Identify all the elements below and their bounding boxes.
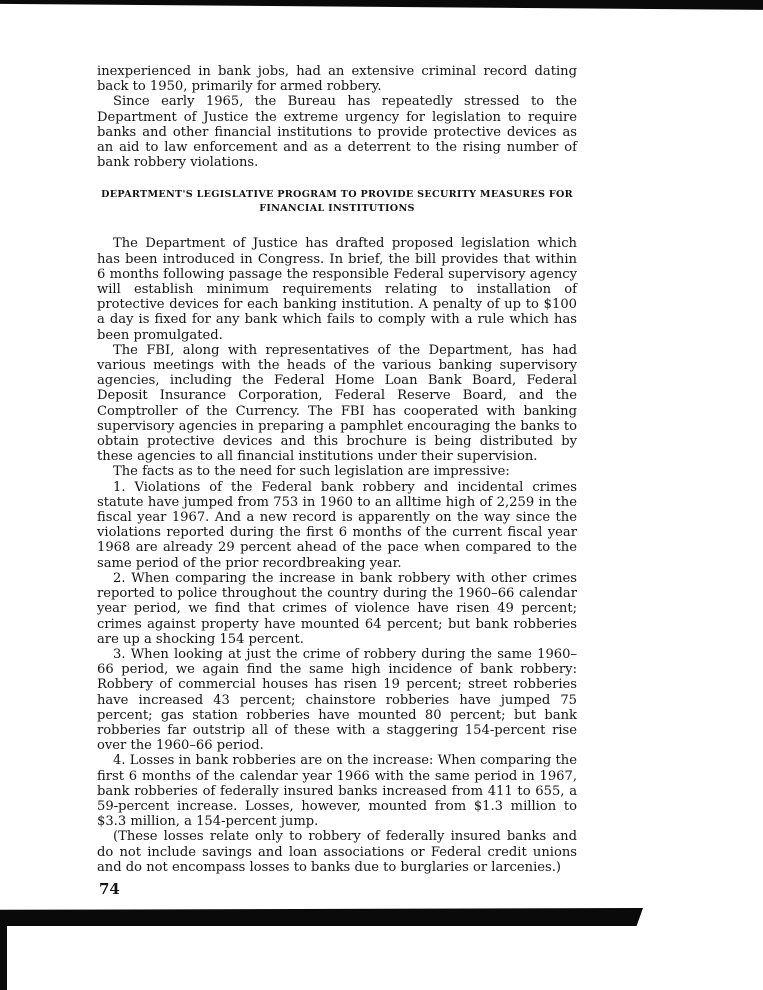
paragraph-fact-4: 4. Losses in bank robberies are on the increase: When comparing the first 6 months of the calendar year 1966 with the same period in 1967, bank robberies of federally insured banks increased from 411 to 655, a 59-percent increase. Losses, however, mounted from $1.3 million to $3.3 million, a 154-percent jump.: [97, 753, 577, 830]
document-page: [97, 64, 577, 875]
section-heading-line2: FINANCIAL INSTITUTIONS: [259, 203, 415, 215]
top-scan-edge: [0, 0, 763, 11]
paragraph-legislation: The Department of Justice has drafted proposed legislation which has been introduced in Congress. In brief, the bill provides that within 6 months following passage the responsible Federal supervisory agency will establish minimum requirements relating to installation of protective devices for each banking institution. A penalty of up to $100 a day is fixed for any bank which fails to comply with a rule which has been promulgated.: [97, 236, 577, 343]
section-heading-line1: DEPARTMENT'S LEGISLATIVE PROGRAM TO PROVIDE SECURITY MEASURES FOR: [101, 189, 573, 201]
paragraph-bureau-urgency: Since early 1965, the Bureau has repeatedly stressed to the Department of Justice the extreme urgency for legislation to require banks and other financial institutions to provide protective devices as an aid to law enforcement and as a deterrent to the rising number of bank robbery violations.: [97, 94, 577, 171]
paragraph-fact-3: 3. When looking at just the crime of robbery during the same 1960–66 period, we again find the same high incidence of bank robbery: Robbery of commercial houses has risen 19 percent; street robberies have increased 43 percent; chainstore robberies have jumped 75 percent; gas station robberies have mounted 80 percent; but bank robberies far outstrip all of these with a staggering 154-percent rise over the 1960–66 period.: [97, 646, 577, 754]
paragraph-facts-intro: The facts as to the need for such legislation are impressive:: [113, 464, 510, 480]
section-heading: [97, 188, 577, 216]
bottom-scan-edge: [0, 908, 643, 926]
page-number: 74: [99, 880, 120, 898]
paragraph-fact-1: 1. Violations of the Federal bank robbery and incidental crimes statute have jumped from 753 in 1960 to an alltime high of 2,259 in the fiscal year 1967. And a new record is apparently on the way since the violations reported during the first 6 months of the current fiscal year 1968 are already 29 percent ahead of the pace when compared to the same period of the prior recordbreaking year.: [97, 479, 577, 571]
paragraph-continued: inexperienced in bank jobs, had an extensive criminal record dating back to 1950, primarily for armed robbery.: [97, 64, 577, 95]
paragraph-fbi-meetings: The FBI, along with representatives of the Department, has had various meetings with the heads of the various banking supervisory agencies, including the Federal Home Loan Bank Board, Federal Deposit Insurance Corporation, Federal Reserve Board, and the Comptroller of the Currency. The FBI has cooperated with banking supervisory agencies in preparing a pamphlet encouraging the banks to obtain protective devices and this brochure is being distributed by these agencies to all financial institutions under their supervision.: [97, 342, 577, 465]
paragraph-losses-note: (These losses relate only to robbery of federally insured banks and do not include savings and loan associations or Federal credit unions and do not encompass losses to banks due to burglaries or larcenies.): [97, 829, 577, 875]
paragraph-fact-2: 2. When comparing the increase in bank robbery with other crimes reported to police throughout the country during the 1960–66 calendar year period, we find that crimes of violence have risen 49 percent; crimes against property have mounted 64 percent; but bank robberies are up a shocking 154 percent.: [97, 570, 577, 647]
left-scan-edge: [0, 915, 7, 990]
